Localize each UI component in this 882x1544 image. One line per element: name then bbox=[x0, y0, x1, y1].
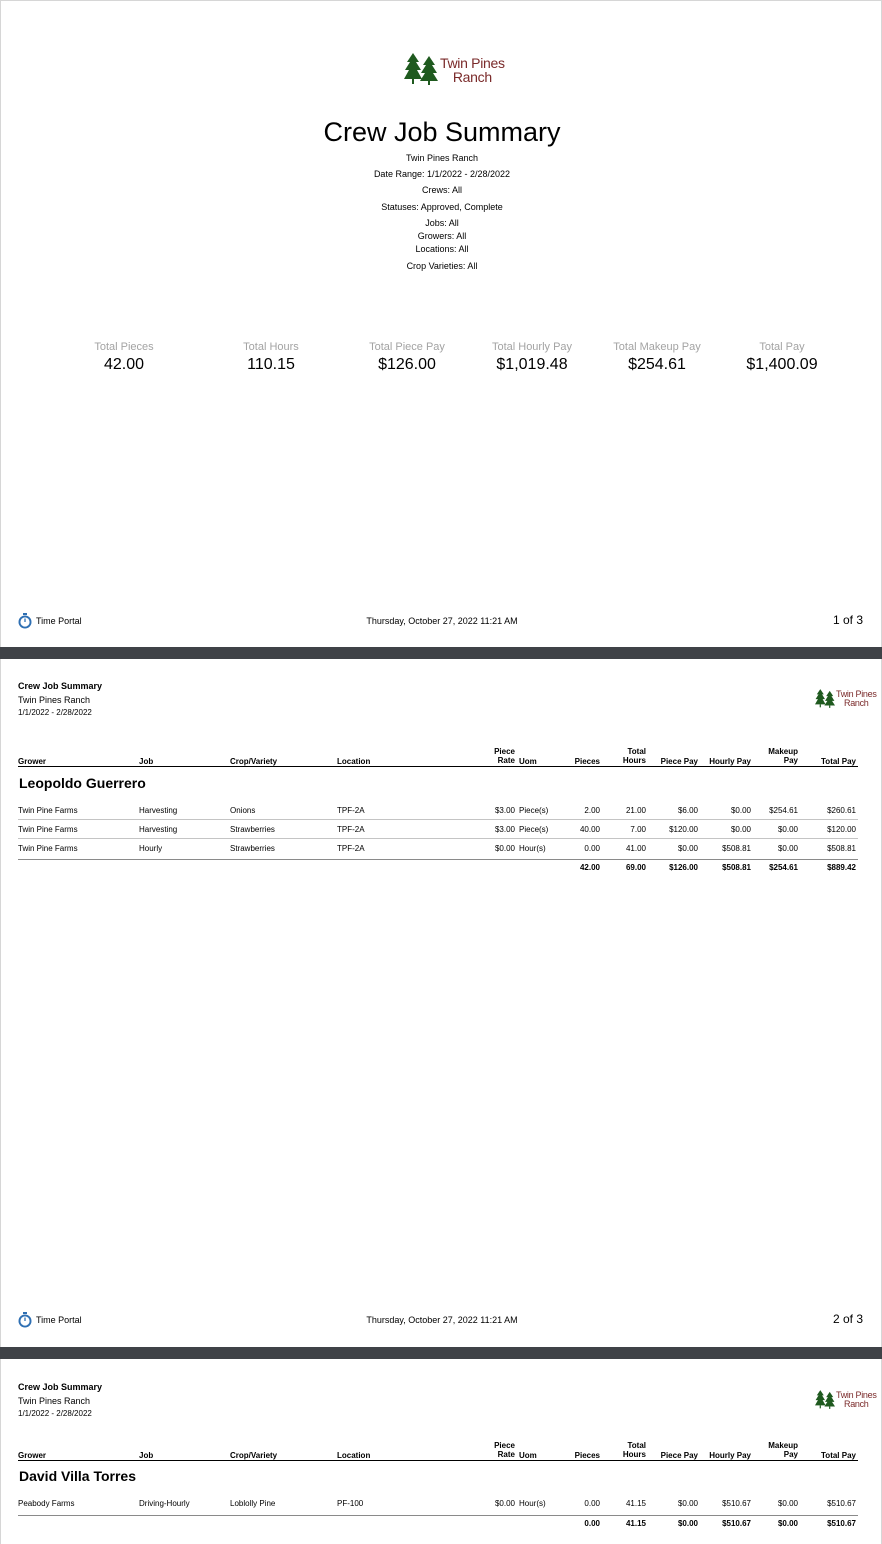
company-logo bbox=[815, 689, 877, 708]
report-page-3: Crew Job Summary Twin Pines Ranch 1/1/2022 - 2/28/2022 Twin Pines Ranch Grower Job Crop/Variety Location Piece Rate Uom Pieces Total Hours Piece Pay Hourly Pay Makeup Pay Total Pay David Villa Torres Peabody Farms Driving-Hourly Loblolly Pine PF-100 $0.00 Hour(s) 0.00 41.15 $0.00 $510.67 $0.00 $510.67 0.00 41.15 $0.00 $510.67 $0.00 $510.67 bbox=[0, 1359, 882, 1544]
col-job: Job bbox=[139, 1451, 154, 1460]
col-total-hours: Total Hours bbox=[622, 1441, 646, 1460]
date-range-filter: Date Range: 1/1/2022 - 2/28/2022 bbox=[373, 169, 511, 179]
footer-page-number: 1 of 3 bbox=[832, 613, 863, 627]
col-uom: Uom bbox=[519, 1451, 537, 1460]
footer-app-name: Time Portal bbox=[36, 616, 82, 626]
report-header-title: Crew Job Summary bbox=[18, 1382, 103, 1392]
col-location: Location bbox=[337, 1451, 371, 1460]
totals-divider bbox=[18, 859, 858, 860]
report-header-title: Crew Job Summary bbox=[18, 681, 103, 691]
footer-page-number: 2 of 3 bbox=[832, 1312, 863, 1326]
pine-trees-icon bbox=[404, 53, 438, 85]
col-hourly-pay: Hourly Pay bbox=[709, 1451, 751, 1460]
crews-filter: Crews: All bbox=[421, 185, 462, 195]
table-row: Twin Pine Farms Harvesting Onions TPF-2A $3.00 Piece(s) 2.00 21.00 $6.00 $0.00 $254.61 $260.61 bbox=[18, 801, 858, 820]
pine-trees-icon bbox=[815, 689, 835, 708]
col-total-pay: Total Pay bbox=[821, 757, 856, 766]
col-makeup-pay: Makeup Pay bbox=[768, 1441, 798, 1460]
col-location: Location bbox=[337, 757, 371, 766]
crop-varieties-filter: Crop Varieties: All bbox=[406, 261, 478, 271]
col-uom: Uom bbox=[519, 757, 537, 766]
footer-timestamp: Thursday, October 27, 2022 11:21 AM bbox=[366, 1315, 518, 1325]
growers-filter: Growers: All bbox=[417, 231, 467, 241]
col-grower: Grower bbox=[18, 1451, 47, 1460]
footer-app-name: Time Portal bbox=[36, 1315, 82, 1325]
col-total-pay: Total Pay bbox=[821, 1451, 856, 1460]
company-name: Twin Pines Ranch bbox=[405, 153, 479, 163]
col-crop-variety: Crop/Variety bbox=[230, 1451, 278, 1460]
header-divider bbox=[18, 1460, 858, 1461]
table-row: Peabody Farms Driving-Hourly Loblolly Pine PF-100 $0.00 Hour(s) 0.00 41.15 $0.00 $510.67 $0.00 $510.67 bbox=[18, 1499, 856, 1508]
logo-wordmark: Twin Pines Ranch bbox=[440, 55, 505, 85]
table-row: Twin Pine Farms Hourly Strawberries TPF-2A $0.00 Hour(s) 0.00 41.00 $0.00 $508.81 $0.00 $508.81 bbox=[18, 844, 856, 853]
report-header bbox=[18, 1382, 102, 1418]
report-title: Crew Job Summary bbox=[323, 117, 561, 147]
report-header-date-range: 1/1/2022 - 2/28/2022 bbox=[18, 708, 92, 717]
summary-total-piece-pay: Total Piece Pay $126.00 bbox=[369, 341, 445, 373]
report-header-date-range: 1/1/2022 - 2/28/2022 bbox=[18, 1409, 92, 1418]
company-logo bbox=[815, 1390, 877, 1409]
col-piece-pay: Piece Pay bbox=[660, 757, 698, 766]
totals-divider bbox=[18, 1515, 858, 1516]
col-piece-rate: Piece Rate bbox=[494, 747, 515, 766]
summary-total-pay: Total Pay $1,400.09 bbox=[746, 341, 818, 373]
report-page-2: Crew Job Summary Twin Pines Ranch 1/1/2022 - 2/28/2022 Twin Pines Ranch Grower Job Crop/Variety Location Piece Rate Uom Pieces Total Hours Piece Pay Hourly Pay Makeup Pay Total Pay Leopoldo Guerrero Twin Pine Farms Harvesting Onions TPF-2A $3.00 Piece(s) 2.00 21.00 $6.00 $0.00 $254.61 $260.61 Twin Pine Farms Harvesting Strawberries TPF-2A $3.00 Piece(s) 40.00 7.00 $120.00 $0.00 $0.00 $120.00 Twin Pine Farms Hourly Strawberries TPF-2A $0.00 Hour(s) 0.00 41.00 $0.00 $508.81 $0.00 $508.81 42.00 69.00 $126.00 $508.81 $254.61 $889.42 Time Portal Thursday, October 27, 2022 11:21 AM 2 of 3 bbox=[0, 659, 882, 1347]
report-header-company: Twin Pines Ranch bbox=[18, 1396, 91, 1406]
table-row: Twin Pine Farms Harvesting Strawberries TPF-2A $3.00 Piece(s) 40.00 7.00 $120.00 $0.00 $0.00 $120.00 bbox=[18, 820, 858, 839]
company-logo bbox=[404, 53, 505, 85]
page-separator bbox=[0, 1347, 882, 1359]
logo-wordmark: Twin Pines Ranch bbox=[836, 689, 877, 708]
summary-total-pieces: Total Pieces 42.00 bbox=[94, 341, 154, 373]
pine-trees-icon bbox=[815, 1390, 835, 1409]
col-piece-pay: Piece Pay bbox=[660, 1451, 698, 1460]
report-header bbox=[18, 681, 102, 717]
jobs-filter: Jobs: All bbox=[425, 218, 459, 228]
report-page-1 bbox=[0, 0, 882, 647]
locations-filter: Locations: All bbox=[415, 244, 469, 254]
col-hourly-pay: Hourly Pay bbox=[709, 757, 751, 766]
col-pieces: Pieces bbox=[574, 757, 600, 766]
page-separator bbox=[0, 647, 882, 659]
col-piece-rate: Piece Rate bbox=[494, 1441, 515, 1460]
col-pieces: Pieces bbox=[574, 1451, 600, 1460]
statuses-filter: Statuses: Approved, Complete bbox=[381, 202, 503, 212]
col-crop-variety: Crop/Variety bbox=[230, 757, 278, 766]
totals-summary bbox=[61, 341, 841, 381]
footer-timestamp: Thursday, October 27, 2022 11:21 AM bbox=[366, 616, 518, 626]
col-grower: Grower bbox=[18, 757, 47, 766]
col-makeup-pay: Makeup Pay bbox=[768, 747, 798, 766]
crew-member-name: David Villa Torres bbox=[19, 1468, 136, 1484]
summary-total-hours: Total Hours 110.15 bbox=[243, 341, 299, 373]
crew-member-name: Leopoldo Guerrero bbox=[19, 775, 146, 791]
logo-wordmark: Twin Pines Ranch bbox=[836, 1390, 877, 1409]
summary-total-makeup-pay: Total Makeup Pay $254.61 bbox=[613, 341, 701, 373]
report-header-company: Twin Pines Ranch bbox=[18, 695, 91, 705]
summary-total-hourly-pay: Total Hourly Pay $1,019.48 bbox=[491, 341, 573, 373]
col-job: Job bbox=[139, 757, 154, 766]
header-divider bbox=[18, 766, 858, 767]
col-total-hours: Total Hours bbox=[622, 747, 646, 766]
